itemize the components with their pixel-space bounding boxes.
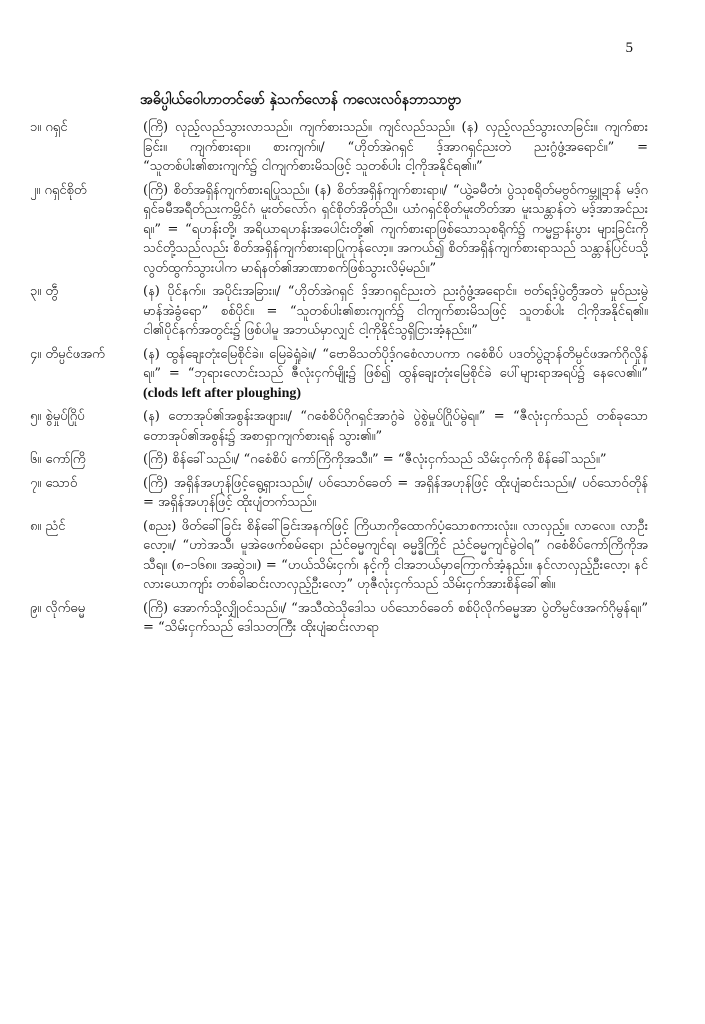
page-number: 5 <box>625 40 633 56</box>
entry-definition: (ကြိ) အောက်သို့လျှိုဝင်သည်။/ “အသီထဲသိုဒေါသ ပဝ်သောဝ်ခေတ် စစ်ပိုလိုက်ဓမ္မအာ ပွဲတိမ္ပင်ဖအက်ဂိုမွန်ရ။” = “သိမ်းငှက်သည် ဒေါသတကြီး ထိုးပျံဆင်းလာရာ <box>143 600 648 635</box>
entry-definition <box>143 345 648 404</box>
entry-definition: (စညး) ဖိတ်ခေါ်ခြင်း စိန်ခေါ်ခြင်းအနက်ဖြင့် ကြိယာကိုထောက်ပံ့သောစကားလုံး။ လာလှည့်။ လာလေ။ လာဦးလော့။/ “ဟာဲအသီ၊ မူအဲဖေက်စမ်ရော၊ ညံင်ဓမ္မကျင်ရ၊ ဓမ္မဒ္ဓိကြိုင် ညံင်ဓမ္မကျင်မွဲဝါရ” ဂစေံစိပ်ကော်ကြိကိုအသီရ။ (၈–၁၆၈။ အဆွဲ၁။) = “ဟယ်သိမ်းငှက်၊ နင့်ကို ငါအဘယ်မှာကြောက်အံ့နည်း။ နင်လာလှည့်ဦးလော့၊ နင်လားယောကျာ်း တစ်ခါဆင်းလာလှည့်ဦးလော့” ဟုဇီလုံးငှက်သည် သိမ်းငှက်အားစိန်ခေါ်၏။ <box>143 518 648 592</box>
entry-item <box>0 474 705 513</box>
entry-item <box>0 450 705 470</box>
entry-item <box>0 282 705 341</box>
entry-headword: ၇။ သောဝ် <box>30 475 78 491</box>
entry-definition: (န) တောအုပ်၏အစွန်းအဖျား။/ “ဂစေံစိပ်ဂိုဂရှင်အာဂွံခဲ ပွဲစွဲမှုပ်ဂြိုပ်မွဲရ။” = “ဇီလုံးငှက်သည် တစ်ခုသောတောအုပ်၏အစွန်း၌ အစာရှာကျက်စားရန် သွား၏။” <box>143 409 648 444</box>
entry-headword: ၉။ လိုက်ဓမ္မ <box>30 600 86 616</box>
entry-headword: ၅။ စွဲမှုပ်ဂြိုပ် <box>30 409 85 424</box>
entry-definition-text: (န) ထွန်ချေးတုံးမြေစိုင်ခဲ။ မြေခဲရှုံခဲ။/ “ဗောဓိသတ်ပိုဒ့်ဂစေံလာပကာ ဂစေံစိပ် ပဒတ်ပွဲဍာန်တိမ္ပင်ဖအက်ဂိုလှိုန်ရ။” = “ဘုရားလောင်းသည် ဇီလုံးငှက်မျိုး၌ ဖြစ်၍ ထွန်ချေးတုံးမြေစိုင်ခဲ ပေါ်များရာအရပ်၌ နေလေ၏။” <box>143 346 648 381</box>
entry-item <box>0 599 705 638</box>
english-gloss: (clods left after ploughing) <box>143 385 302 401</box>
entry-definition: (ကြိ) အရှိန်အဟုန်ဖြင့်ရွေ့ရှားသည်။/ ပဝ်သောဝ်ခေတ် = အရှိန်အဟုန်ဖြင့် ထိုးပျံဆင်းသည်။/ ပဝ်သောဝ်တိုန် = အရှိန်အဟုန်ဖြင့် ထိုးပျံတက်သည်။ <box>143 475 648 510</box>
page-title: အဓိပ္ပါယ်ဝေါဟာတင်ဖော် နှဲသက်လောန် ကလေးလဝ်နဘာသာဗွာ <box>140 92 462 108</box>
entry-definition: (ကြိ) စိန်ခေါ်သည်။/ “ဂစေံစိပ် ကော်ကြိကိုအသီ။” = “ဇီလုံးငှက်သည် သိမ်းငှက်ကို စိန်ခေါ်သည်။” <box>143 452 607 467</box>
entry-item <box>0 345 705 404</box>
entry-item <box>0 407 705 446</box>
entry-headword: ၆။ ကော်ကြိ <box>30 452 86 467</box>
entry-definition: (ကြိ) စိတ်အရှိန်ကျက်စားရပြုသည်။ (န) စိတ်အရှိန်ကျက်စားရာ။/ “ယွဲ့ခမီတံ၊ ပွဲသုစရိုတ်မဗွဝ်ကမ္ဘူဍာန် မဒ့်ဂရှင်ခမီအရီတ်ညးကမ္ဘိင်ဂံ မူးတ်လော်ဂ ရှင်စိုတ်အိုတ်ညိ။ ယာံဂရှင်စိုတ်မူးတိတ်အာ မူးသန္တာန်တဲ မဒ့်အာအင်ညးရ။” = “ရဟန်းတို့၊ အရိယာရဟန်းအပေါင်းတို့၏ ကျက်စားရာဖြစ်သောသုစရိုက်၌ ကမ္မဋ္ဌာန်းပွား များခြင်းကို သင်တို့သည်လည်း စိတ်အရှိန်ကျက်စားရာပြုကုန်လော့။ အကယ်၍ စိတ်အရှိန်ကျက်စားရာသည် သန္တာန်ပြင်ပသို့ လွတ်ထွက်သွားပါက မာရ်နတ်၏အာဏာစက်ဖြစ်သွားလိမ့်မည်။” <box>143 182 648 276</box>
entry-item <box>0 517 705 595</box>
entry-headword: ၂။ ဂရှင်စိုတ် <box>30 182 87 198</box>
entry-headword: ၃။ တွဵ <box>30 284 59 299</box>
entry-headword: ၁။ ဂရှင် <box>30 120 68 135</box>
entry-list <box>0 118 705 642</box>
entry-item <box>0 181 705 279</box>
entry-definition: (န) ပိုင်နက်။ အပိုင်းအခြား။/ “ဟိုတ်အဲဂရှင် ဒ့်အာဂရှင်ညးတဲ ညးဂွံဖွံ့အရောင်။ ဗတ်ရဒ့်ပွဲတွဵအတဲ မှုဝ်ညးမွဲ မာန်အဲခွံရော” စစ်ပိုင်။ = “သူတစ်ပါး၏စားကျက်၌ ငါကျက်စားမိသဖြင့် သူတစ်ပါး ငါ့ကိုအနိုင်ရ၏။ ငါ၏ပိုင်နက်အတွင်း၌ ဖြစ်ပါမူ အဘယ်မှာလျှင် ငါ့ကိုနိုင်သွရှိငြားအံ့နည်း။” <box>143 284 648 338</box>
entry-headword: ၈။ ညံင် <box>30 518 66 534</box>
entry-headword: ၄။ တိမ္ပင်ဖအက် <box>30 346 105 362</box>
entry-definition: (ကြိ) လုည့်လည်သွားလာသည်။ ကျက်စားသည်။ ကျင်လည်သည်။ (န) လှည့်လည်သွားလာခြင်း။ ကျက်စားခြင်း။ ကျက်စားရာ။ စားကျက်။/ “ဟိုတ်အဲဂရှင် ဒ့်အာဂရှင်ညးတဲ ညးဂွံဖွံ့အရောင်။” = “သူတစ်ပါး၏စားကျက်၌ ငါကျက်စားမိသဖြင့် သူတစ်ပါး ငါ့ကိုအနိုင်ရ၏။” <box>143 120 648 174</box>
entry-item <box>0 118 705 177</box>
